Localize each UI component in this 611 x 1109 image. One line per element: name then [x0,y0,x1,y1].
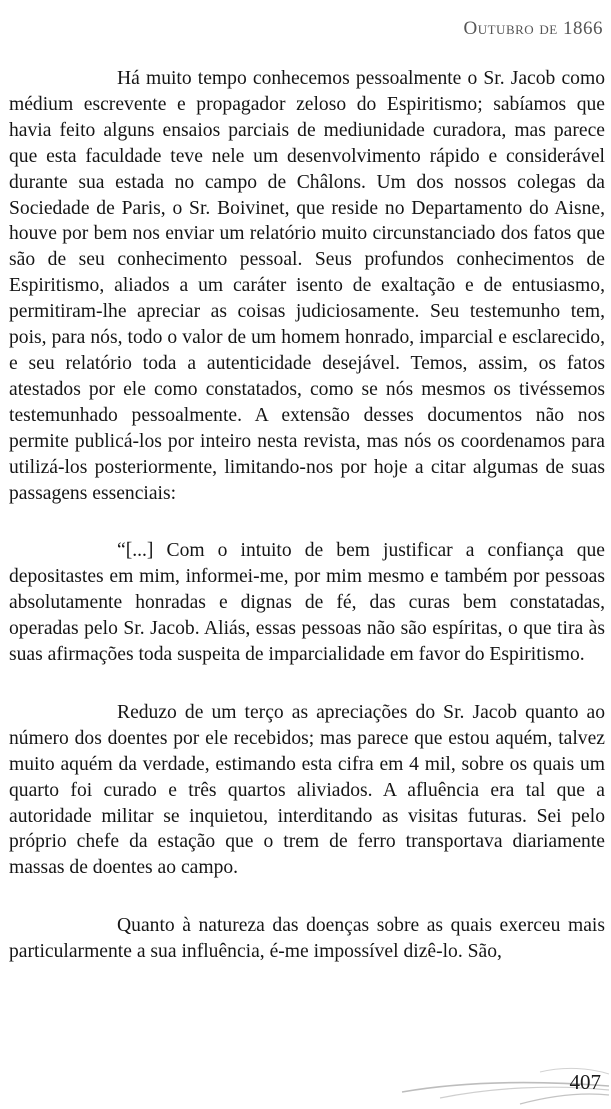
paragraph-3: Reduzo de um terço as apreciações do Sr. Jacob quanto ao número dos doentes por ele recebidos; mas parece que estou aquém, talvez muito aquém da verdade, estimando esta cifra em 4 mil, sobre os quais um quarto foi curado e três quartos aliviados. A afluência era tal que a autoridade militar se inquietou, interditando as visitas futuras. Sei pelo próprio chefe da estação que o trem de ferro transportava diariamente massas de doentes ao campo. [9,701,605,879]
page-number: 407 [569,1070,601,1094]
running-header: Outubro de 1866 [463,18,603,39]
page-body [9,66,605,965]
paragraph-4: Quanto à natureza das doenças sobre as quais exerceu mais particularmente a sua influência, é-me impossível dizê-lo. São, [9,915,605,963]
paragraph-2: “[...] Com o intuito de bem justificar a confiança que depositastes em mim, informei-me, por mim mesmo e também por pessoas absolutamente honradas e dignas de fé, das curas bem constatadas, operadas pelo Sr. Jacob. Aliás, essas pessoas não são espíritas, o que tira às suas afirmações toda suspeita de imparcialidade em favor do Espiritismo. [9,540,605,666]
paragraph-1: Há muito tempo conhecemos pessoalmente o Sr. Jacob como médium escrevente e propagador zeloso do Espiritismo; sabíamos que havia feito alguns ensaios parciais de mediunidade curadora, mas parece que esta faculdade teve nele um desenvolvimento rápido e considerável durante sua estada no campo de Châlons. Um dos nossos colegas da Sociedade de Paris, o Sr. Boivinet, que reside no Departamento do Aisne, houve por bem nos enviar um relatório muito circunstanciado dos fatos que são de seu conhecimento pessoal. Seus profundos conhecimentos de Espiritismo, aliados a um caráter isento de exaltação e de entusiasmo, permitiram-lhe apreciar as coisas judiciosamente. Seu testemunho tem, pois, para nós, todo o valor de um homem honrado, imparcial e esclarecido, e seu relatório toda a autenticidade desejável. Temos, assim, os fatos atestados por ele como constatados, como se nós mesmos os tivéssemos testemunhado pessoalmente. A extensão desses documentos não nos permite publicá-los por inteiro nesta revista, mas nós os coordenamos para utilizá-los posteriormente, limitando-nos por hoje a citar algumas de suas passagens essenciais: [9,68,605,504]
